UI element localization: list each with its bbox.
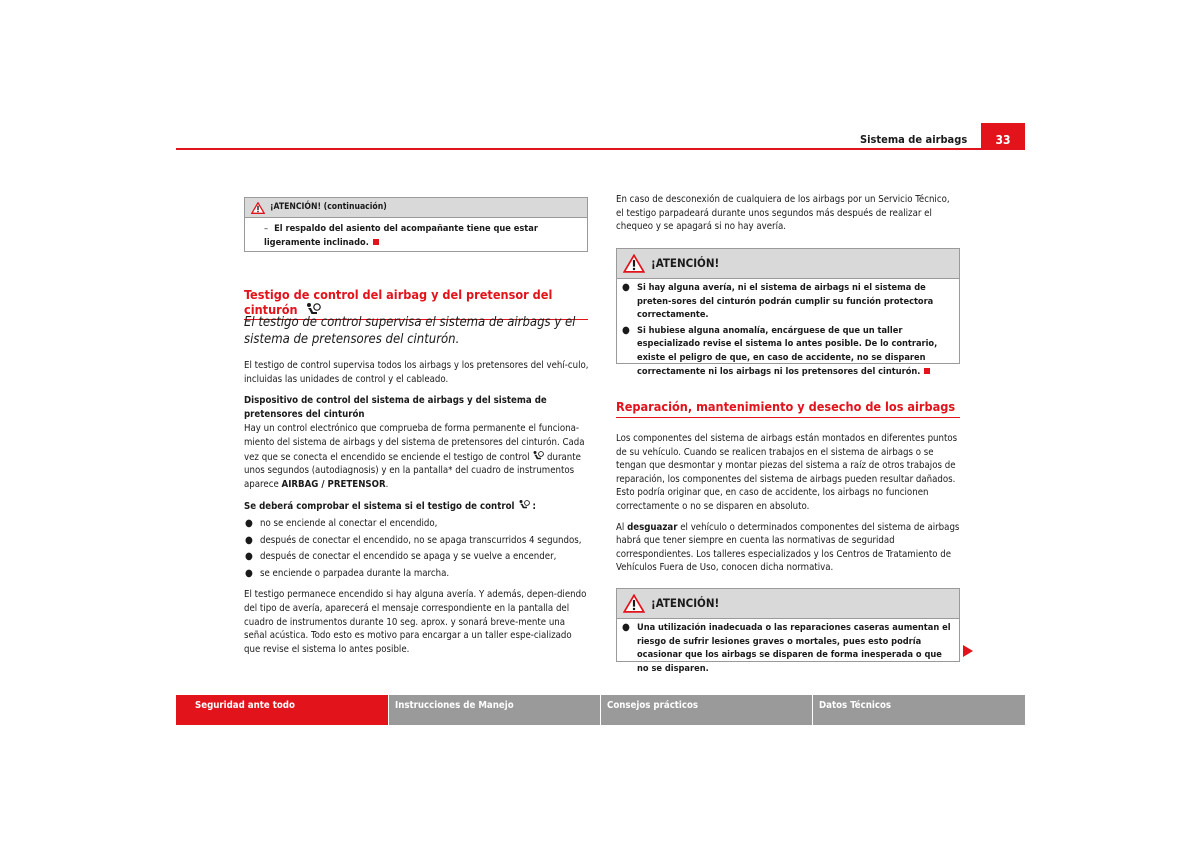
warning-title: ¡ATENCIÓN! [651, 595, 720, 610]
check-heading-colon: : [532, 501, 536, 513]
footer-tab-safety[interactable] [176, 695, 388, 725]
left-body [244, 359, 590, 664]
warning-text: El respaldo del asiento del acompañante tiene que estar ligeramente inclinado. [264, 223, 538, 248]
footer-tab-label: Consejos prácticos [607, 700, 699, 711]
page-number: 33 [981, 123, 1025, 149]
footer-tab-technical-data[interactable] [813, 695, 1025, 725]
warning-header [245, 198, 587, 218]
warning-box-1 [616, 248, 960, 377]
paragraph-part: el vehículo o determinados componentes del sistema de airbags habrá que tener siempre en cuenta las normativas de seguridad correspondientes. Los talleres especializados y los Centros de Tratamiento de Vehículos Fuera de Uso, conocen dicha normativa. [616, 521, 960, 574]
paragraph-part: Hay un control electrónico que comprueba de forma permanente el funciona-miento del sistema de airbags y del sistema de pretensores del cinturón. Cada vez que se conecta el encendido se enciende el testigo de control [244, 423, 585, 463]
footer-tab-label: Datos Técnicos [819, 700, 892, 711]
right-top-paragraph [616, 193, 960, 242]
paragraph: En caso de desconexión de cualquiera de los airbags por un Servicio Técnico, el testigo parpadeará durante unos segundos más después de realizar el chequeo y se apagará si no hay avería. [616, 194, 950, 233]
paragraph-part: durante unos segundos (autodiagnosis) y en la pantalla* del cuadro de instrumentos aparece [244, 451, 581, 490]
list-item: ● después de conectar el encendido se apaga y se vuelve a encender, [245, 551, 557, 563]
paragraph: El testigo de control supervisa todos los airbags y los pretensores del vehí-culo, incluidas las unidades de control y el cableado. [244, 360, 589, 385]
warning-triangle-icon [623, 254, 645, 273]
continue-arrow-icon [963, 645, 973, 657]
warning-header [617, 589, 959, 619]
paragraph [244, 422, 590, 491]
display-message: AIRBAG / PRETENSOR [281, 478, 386, 490]
check-list [244, 517, 590, 580]
dash: – [264, 223, 269, 234]
warning-triangle-icon [251, 202, 265, 214]
end-marker [924, 368, 930, 374]
airbag-warning-lamp-icon [532, 450, 544, 461]
warning-list [621, 281, 955, 378]
warning-box-continuation [244, 197, 588, 252]
warning-title: ¡ATENCIÓN! (continuación) [270, 201, 387, 212]
warning-box-2 [616, 588, 960, 674]
end-marker [373, 239, 379, 245]
list-item: ● Si hay alguna avería, ni el sistema de airbags ni el sistema de preten-sores del cinturón podrán cumplir su función protectora correctamente. [622, 282, 934, 321]
right-body [616, 432, 960, 583]
paragraph: Los componentes del sistema de airbags están montados en diferentes puntos de su vehículo. Cuando se realicen trabajos en el sistema de airbags o se tengan que desmontar y montar piezas del sistema a raíz de otros trabajos de reparación, los componentes del sistema de airbags pueden resultar dañados. Esto podría originar que, en caso de accidente, los airbags no funcionen correctamente o no se disparen en absoluto. [616, 433, 958, 512]
warning-body [245, 218, 587, 254]
section-intro: El testigo de control supervisa el sistema de airbags y el sistema de pretensores del cinturón. [244, 315, 576, 347]
running-header-title: Sistema de airbags [860, 133, 968, 146]
warning-list [621, 621, 955, 675]
footer-tab-label: Seguridad ante todo [195, 700, 295, 711]
list-item: ● no se enciende al conectar el encendido, [245, 517, 438, 529]
sub-heading: Dispositivo de control del sistema de airbags y del sistema de pretensores del cinturón [244, 395, 547, 420]
paragraph-part: . [385, 478, 389, 490]
paragraph-part: Al [616, 521, 625, 533]
warning-title: ¡ATENCIÓN! [651, 255, 720, 270]
list-item: ● después de conectar el encendido, no se apaga transcurridos 4 segundos, [245, 534, 582, 546]
warning-body [617, 619, 959, 675]
check-heading [244, 499, 590, 514]
footer-tab-tips[interactable] [601, 695, 812, 725]
warning-header [617, 249, 959, 279]
paragraph [616, 521, 960, 575]
list-item: ● Una utilización inadecuada o las reparaciones caseras aumentan el riesgo de sufrir lesiones graves o mortales, pues esto podría ocasionar que los airbags se disparen de forma inesperada o que no se disparen. [622, 622, 951, 674]
warning-triangle-icon [623, 594, 645, 613]
check-heading-text: Se deberá comprobar el sistema si el testigo de control [244, 501, 515, 513]
footer-tab-instructions[interactable] [389, 695, 600, 725]
paragraph-bold: desguazar [627, 521, 678, 533]
header-rule [176, 148, 1025, 150]
paragraph: El testigo permanece encendido si hay alguna avería. Y además, depen-diendo del tipo de avería, aparecerá el mensaje correspondiente en la pantalla del cuadro de instrumentos durante 10 seg. aprox. y sonará breve-mente una señal acústica. Todo esto es motivo para encargar a un taller espe-cializado que revise el sistema lo antes posible. [244, 589, 587, 655]
section-title-repair: Reparación, mantenimiento y desecho de los airbags [616, 400, 960, 418]
airbag-warning-lamp-icon [518, 499, 530, 510]
section-title-text: Testigo de control del airbag y del pretensor del cinturón [244, 287, 553, 317]
warning-body [617, 279, 959, 378]
list-item: ● Si hubiese alguna anomalía, encárguese de que un taller especializado revise el sistema lo antes posible. De lo contrario, existe el peligro de que, en caso de accidente, no se disparen correctamente ni los airbags ni los pretensores del cinturón. [622, 324, 938, 377]
footer-tab-label: Instrucciones de Manejo [395, 700, 514, 711]
list-item: ● se enciende o parpadea durante la marcha. [245, 567, 450, 579]
